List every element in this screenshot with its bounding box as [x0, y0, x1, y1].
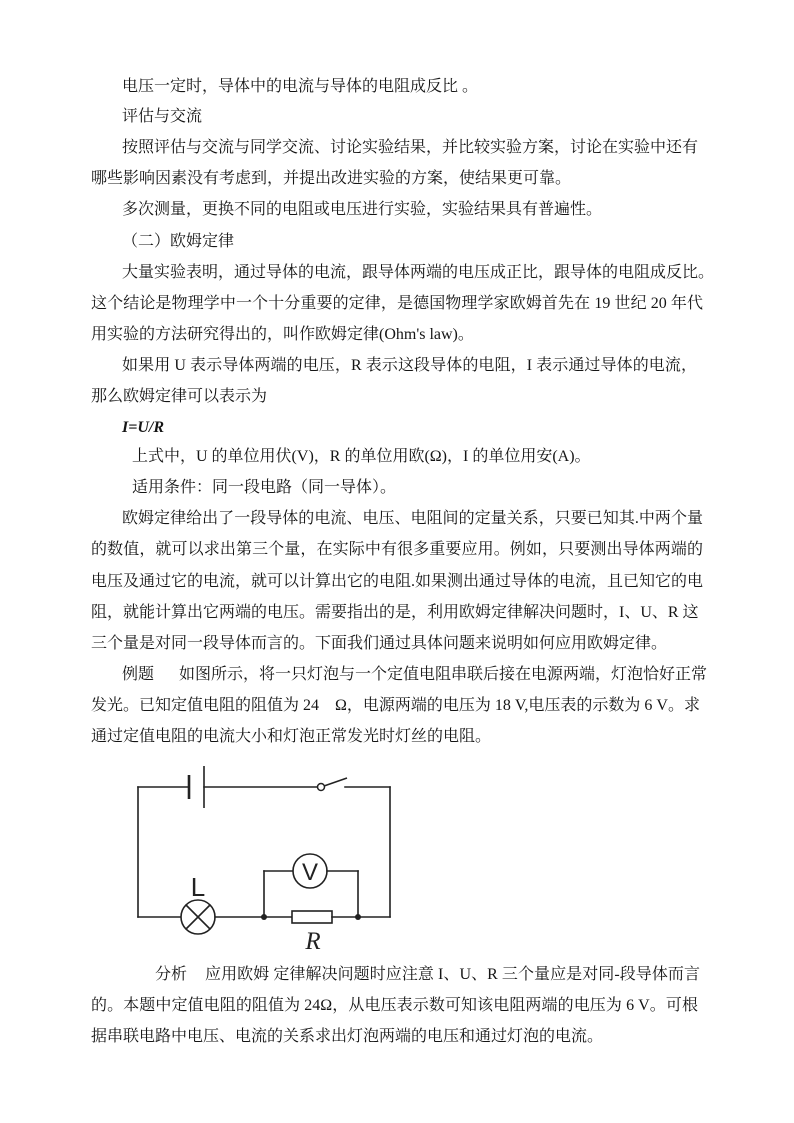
example-label: 例题: [122, 666, 155, 683]
paragraph-line: 按照评估与交流与同学交流、讨论实验结果，并比较实验方案，讨论在实验中还有: [122, 139, 699, 156]
switch-icon: [318, 778, 348, 791]
section-heading-evaluation: 评估与交流: [122, 108, 203, 125]
lamp-icon: [181, 900, 215, 934]
paragraph-line: 三个量是对同一段导体而言的。下面我们通过具体问题来说明如何应用欧姆定律。: [91, 635, 668, 652]
example-line: 通过定值电阻的电流大小和灯泡正常发光时灯丝的电阻。: [91, 728, 492, 745]
paragraph-line: 那么欧姆定律可以表示为: [91, 388, 268, 405]
resistor-icon: [292, 911, 332, 923]
section-heading-ohms-law: （二）欧姆定律: [122, 233, 235, 250]
paragraph-line: 哪些影响因素没有考虑到，并提出改进实验的方案，使结果更可靠。: [91, 170, 572, 187]
example-line: 如图所示，将一只灯泡与一个定值电阻串联后接在电源两端，灯泡恰好正常: [179, 666, 708, 683]
analysis-label: 分析: [155, 966, 188, 983]
paragraph-line: 阻，就能计算出它两端的电压。需要指出的是，利用欧姆定律解决问题时，I、U、R 这: [91, 604, 699, 621]
paragraph-line: 大量实验表明，通过导体的电流，跟导体两端的电压成正比，跟导体的电阻成反比。: [122, 264, 715, 281]
paragraph-line: 用实验的方法研究得出的，叫作欧姆定律(Ohm's law)。: [91, 326, 474, 343]
units-note: 上式中，U 的单位用伏(V)，R 的单位用欧(Ω)，I 的单位用安(A)。: [132, 448, 591, 465]
paragraph-line: 这个结论是物理学中一个十分重要的定律，是德国物理学家欧姆首先在 19 世纪 20 年代: [91, 295, 703, 312]
ohms-law-formula: I=U/R: [122, 419, 165, 436]
paragraph-line: 电压及通过它的电流，就可以计算出它的电阻.如果测出通过导体的电流，且已知它的电: [91, 573, 704, 590]
battery-icon: [189, 766, 204, 808]
paragraph-line: 如果用 U 表示导体两端的电压，R 表示这段导体的电阻，I 表示通过导体的电流，: [122, 357, 697, 374]
analysis-line: 的。本题中定值电阻的阻值为 24Ω，从电压表示数可知该电阻两端的电压为 6 V。可根: [91, 997, 698, 1014]
conclusion-text: 电压一定时，导体中的电流与导体的电阻成反比 。: [122, 78, 479, 95]
analysis-line: 应用欧姆 定律解决问题时应注意 I、U、R 三个量应是对同-段导体而言: [205, 966, 700, 983]
example-line: 发光。已知定值电阻的阻值为 24 Ω，电源两端的电压为 18 V,电压表的示数为 6 V。求: [91, 697, 700, 714]
paragraph-line: 多次测量，更换不同的电阻或电压进行实验，实验结果具有普遍性。: [122, 201, 603, 218]
resistor-label: R: [305, 928, 321, 955]
voltmeter-label: V: [301, 859, 319, 886]
paragraph-line: 的数值，就可以求出第三个量，在实际中有很多重要应用。例如，只要测出导体两端的: [91, 541, 703, 558]
analysis-line: 据串联电路中电压、电流的关系求出灯泡两端的电压和通过灯泡的电流。: [91, 1028, 604, 1045]
lamp-label: L: [190, 872, 206, 902]
applicability-condition: 适用条件：同一段电路（同一导体）。: [132, 479, 397, 496]
circuit-diagram: [125, 755, 405, 955]
paragraph-line: 欧姆定律给出了一段导体的电流、电压、电阻间的定量关系，只要已知其.中两个量: [122, 510, 703, 527]
